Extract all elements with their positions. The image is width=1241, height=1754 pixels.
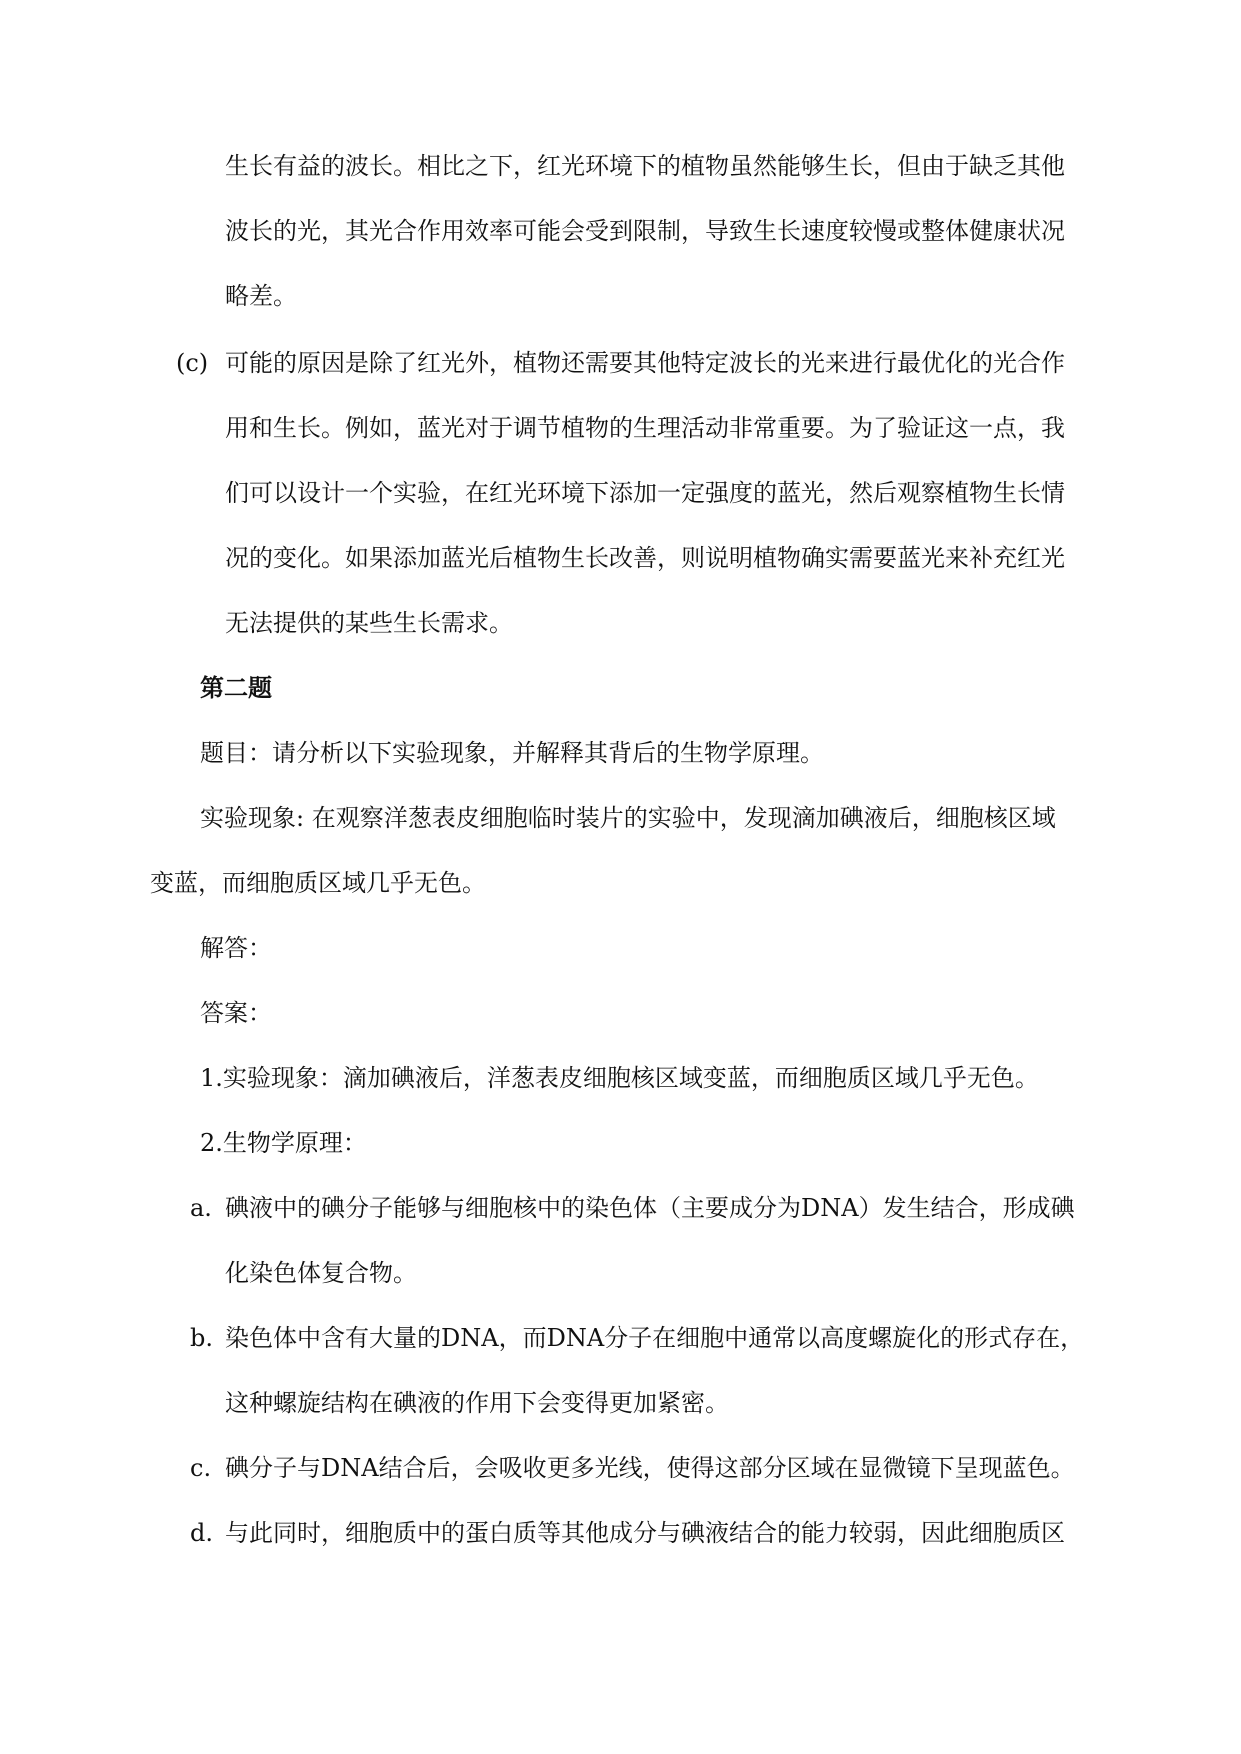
list-item-line: 碘分子与DNA结合后，会吸收更多光线，使得这部分区域在显微镜下呈现蓝色。 [225,1454,1075,1482]
paragraph-line: 无法提供的某些生长需求。 [225,609,513,637]
answer-point: 2.生物学原理： [200,1129,367,1157]
list-item-line: 碘液中的碘分子能够与细胞核中的染色体（主要成分为DNA）发生结合，形成碘 [225,1194,1075,1222]
list-marker: b. [190,1324,213,1352]
list-item-line: 染色体中含有大量的DNA，而DNA分子在细胞中通常以高度螺旋化的形式存在， [225,1324,1085,1352]
section-heading: 第二题 [200,673,272,702]
paragraph-line: 况的变化。如果添加蓝光后植物生长改善，则说明植物确实需要蓝光来补充红光 [225,544,1065,572]
paragraph-line: 可能的原因是除了红光外，植物还需要其他特定波长的光来进行最优化的光合作 [225,349,1065,377]
answer-point: 1.实验现象：滴加碘液后，洋葱表皮细胞核区域变蓝，而细胞质区域几乎无色。 [200,1064,1039,1092]
question-prompt: 题目：请分析以下实验现象，并解释其背后的生物学原理。 [200,739,824,767]
phenomenon-line: 实验现象: 在观察洋葱表皮细胞临时装片的实验中，发现滴加碘液后，细胞核区域 [200,804,1056,832]
list-item-line: 这种螺旋结构在碘液的作用下会变得更加紧密。 [225,1389,729,1417]
answer-label: 答案： [200,999,272,1027]
list-item-line: 化染色体复合物。 [225,1259,417,1287]
phenomenon-line: 变蓝，而细胞质区域几乎无色。 [150,869,486,897]
paragraph-line: 生长有益的波长。相比之下，红光环境下的植物虽然能够生长，但由于缺乏其他 [225,152,1065,180]
list-marker: (c) [176,349,209,377]
list-marker: c. [190,1454,212,1482]
paragraph-line: 略差。 [225,282,297,310]
paragraph-line: 们可以设计一个实验，在红光环境下添加一定强度的蓝光，然后观察植物生长情 [225,479,1065,507]
list-marker: d. [190,1519,213,1547]
list-marker: a. [190,1194,212,1222]
solution-label: 解答： [200,934,272,962]
paragraph-line: 波长的光，其光合作用效率可能会受到限制，导致生长速度较慢或整体健康状况 [225,217,1065,245]
list-item-line: 与此同时，细胞质中的蛋白质等其他成分与碘液结合的能力较弱，因此细胞质区 [225,1519,1065,1547]
paragraph-line: 用和生长。例如，蓝光对于调节植物的生理活动非常重要。为了验证这一点，我 [225,414,1065,442]
